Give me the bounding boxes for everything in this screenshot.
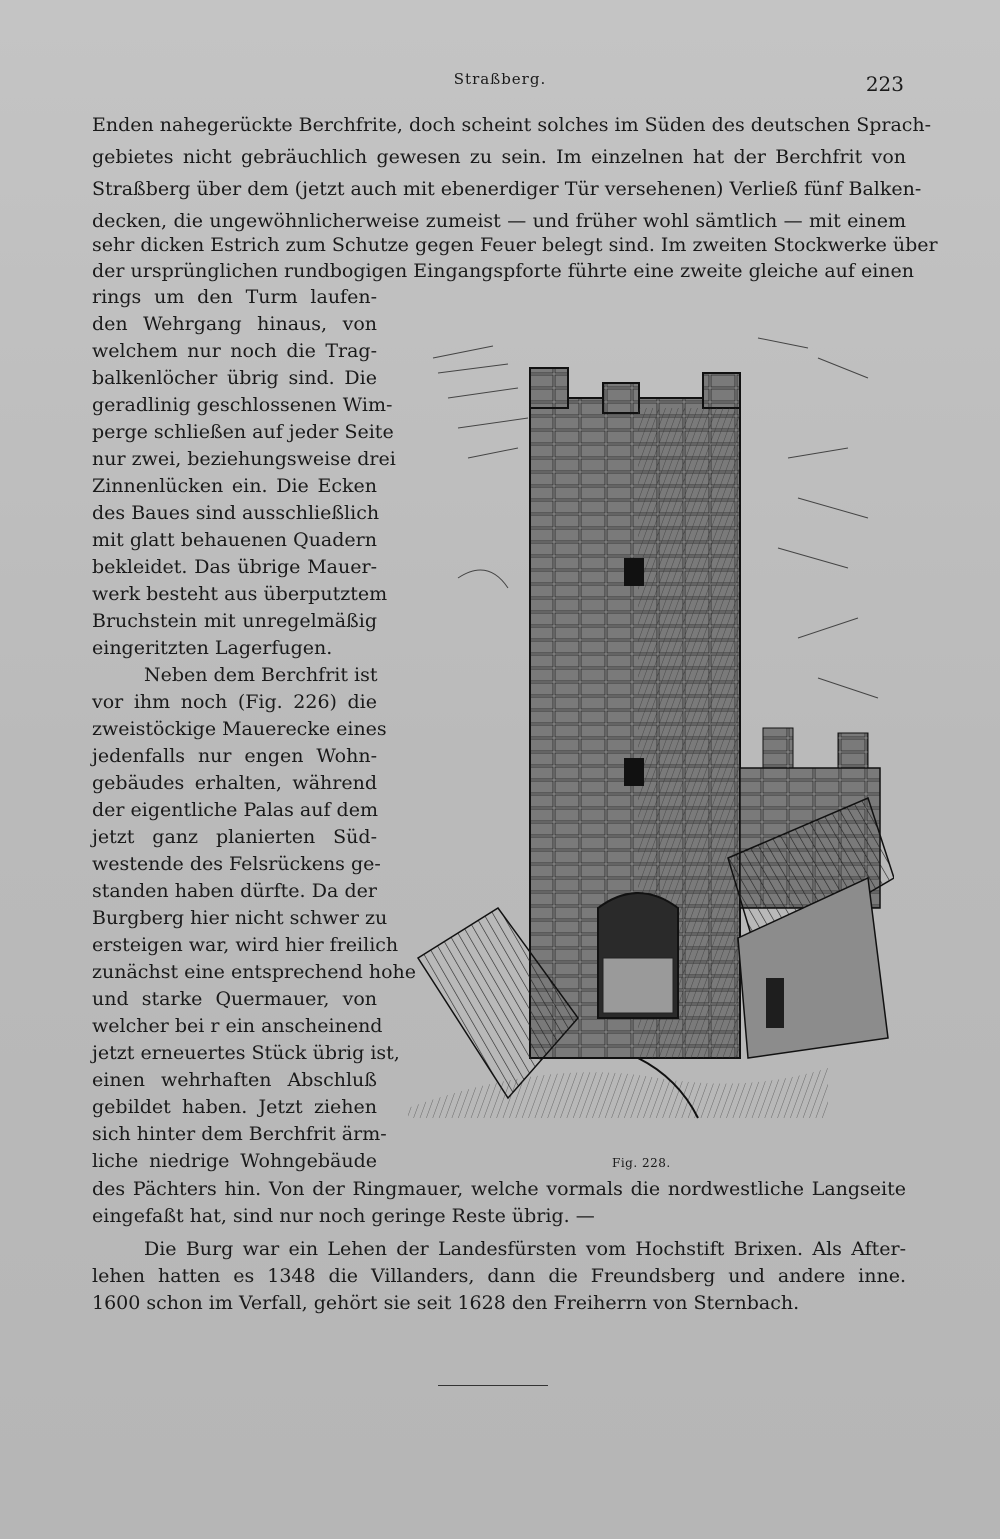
text-line: rings um den Turm laufen- — [92, 286, 377, 308]
section-divider — [438, 1385, 548, 1386]
text-line: decken, die ungewöhnlicherweise zumeist — und früher wohl sämtlich — mit einem — [92, 210, 906, 232]
text-line: eingefaßt hat, sind nur noch geringe Reste übrig. — — [92, 1205, 595, 1227]
text-line: welchem nur noch die Trag- — [92, 340, 377, 362]
text-line: des Pächters hin. Von der Ringmauer, welche vormals die nordwestliche Langseite — [92, 1178, 906, 1200]
text-line: gebäudes erhalten, während — [92, 772, 377, 794]
text-line: balkenlöcher übrig sind. Die — [92, 367, 377, 389]
text-line: den Wehrgang hinaus, von — [92, 313, 377, 335]
text-line: eingeritzten Lagerfugen. — [92, 637, 333, 659]
text-line: des Baues sind ausschließlich — [92, 502, 380, 524]
text-line: mit glatt behauenen Quadern — [92, 529, 377, 551]
text-line: und starke Quermauer, von — [92, 988, 377, 1010]
text-line: einen wehrhaften Abschluß — [92, 1069, 377, 1091]
text-line: perge schließen auf jeder Seite — [92, 421, 394, 443]
castle-tower-illustration — [398, 318, 894, 1148]
text-line: lehen hatten es 1348 die Villanders, dann die Freundsberg und andere inne. — [92, 1265, 906, 1287]
text-line: bekleidet. Das übrige Mauer- — [92, 556, 377, 578]
text-line: liche niedrige Wohngebäude — [92, 1150, 377, 1172]
text-line: werk besteht aus überputztem — [92, 583, 388, 605]
text-line: sehr dicken Estrich zum Schutze gegen Feuer belegt sind. Im zweiten Stockwerke über — [92, 234, 938, 256]
text-line: westende des Felsrückens ge- — [92, 853, 381, 875]
text-line: jetzt ganz planierten Süd- — [92, 826, 377, 848]
text-line: gebietes nicht gebräuchlich gewesen zu sein. Im einzelnen hat der Berchfrit von — [92, 146, 906, 168]
text-line: Enden nahegerückte Berchfrite, doch scheint solches im Süden des deutschen Sprach- — [92, 114, 932, 136]
text-line: 1600 schon im Verfall, gehört sie seit 1628 den Freiherrn von Sternbach. — [92, 1292, 800, 1314]
text-line: der eigentliche Palas auf dem — [92, 799, 378, 821]
text-line: welcher bei r ein anscheinend — [92, 1015, 383, 1037]
text-line: Bruchstein mit unregelmäßig — [92, 610, 377, 632]
text-line: Neben dem Berchfrit ist — [144, 664, 378, 686]
text-line: geradlinig geschlossenen Wim- — [92, 394, 393, 416]
text-line: ersteigen war, wird hier freilich — [92, 934, 399, 956]
text-line: zunächst eine entsprechend hohe — [92, 961, 417, 983]
text-line: nur zwei, beziehungsweise drei — [92, 448, 396, 470]
text-line: zweistöckige Mauerecke eines — [92, 718, 387, 740]
text-line: der ursprünglichen rundbogigen Eingangspforte führte eine zweite gleiche auf einen — [92, 260, 914, 282]
text-line: Straßberg über dem (jetzt auch mit ebenerdiger Tür versehenen) Verließ fünf Balken- — [92, 178, 922, 200]
castle-tower-drawing-icon — [398, 318, 894, 1148]
text-line: Burgberg hier nicht schwer zu — [92, 907, 388, 929]
text-line: gebildet haben. Jetzt ziehen — [92, 1096, 377, 1118]
text-line: jetzt erneuertes Stück übrig ist, — [92, 1042, 400, 1064]
text-line: Die Burg war ein Lehen der Landesfürsten vom Hochstift Brixen. Als After- — [144, 1238, 906, 1260]
text-line: sich hinter dem Berchfrit ärm- — [92, 1123, 387, 1145]
text-line: standen haben dürfte. Da der — [92, 880, 377, 902]
text-line: jedenfalls nur engen Wohn- — [92, 745, 377, 767]
page-number: 223 — [865, 72, 904, 96]
figure-caption: Fig. 228. — [612, 1156, 671, 1170]
text-line: vor ihm noch (Fig. 226) die — [92, 691, 377, 713]
running-title: Straßberg. — [453, 70, 547, 88]
text-line: Zinnenlücken ein. Die Ecken — [92, 475, 377, 497]
